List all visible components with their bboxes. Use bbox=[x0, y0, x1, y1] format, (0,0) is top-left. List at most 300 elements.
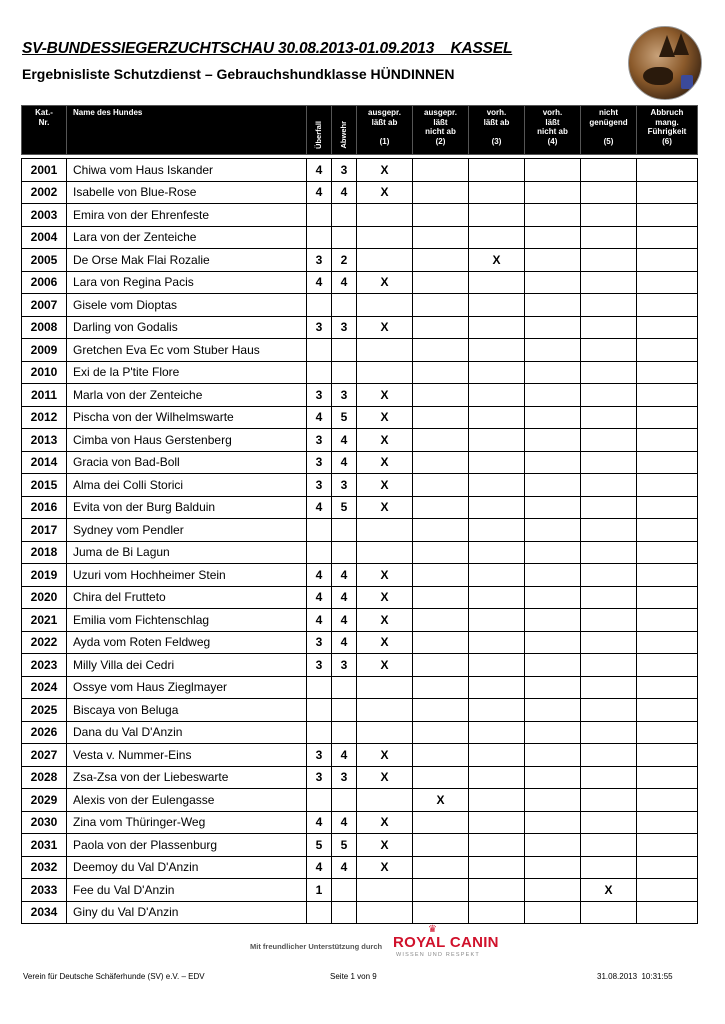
row-number: 2015 bbox=[22, 474, 67, 497]
rating-cell-4 bbox=[525, 541, 581, 564]
dog-name: Vesta v. Nummer-Eins bbox=[67, 744, 307, 767]
row-gap bbox=[698, 631, 705, 654]
dog-name: Chira del Frutteto bbox=[67, 586, 307, 609]
rating-cell-5 bbox=[581, 676, 637, 699]
row-gap bbox=[698, 361, 705, 384]
dog-name: Gretchen Eva Ec vom Stuber Haus bbox=[67, 339, 307, 362]
rating-cell-1 bbox=[357, 249, 413, 272]
row-number: 2007 bbox=[22, 294, 67, 317]
rating-cell-5 bbox=[581, 654, 637, 677]
rating-cell-1 bbox=[357, 339, 413, 362]
rating-cell-6 bbox=[637, 496, 698, 519]
table-row bbox=[22, 541, 705, 564]
dog-name: Gisele vom Dioptas bbox=[67, 294, 307, 317]
rating-cell-6 bbox=[637, 429, 698, 452]
rating-cell-4 bbox=[525, 316, 581, 339]
rating-cell-3 bbox=[469, 316, 525, 339]
row-number: 2006 bbox=[22, 271, 67, 294]
row-gap bbox=[698, 564, 705, 587]
table-row bbox=[22, 249, 705, 272]
rating-cell-4 bbox=[525, 766, 581, 789]
rating-cell-4 bbox=[525, 159, 581, 182]
rating-cell-1: X bbox=[357, 564, 413, 587]
ueberfall-score: 3 bbox=[307, 429, 332, 452]
rating-cell-3 bbox=[469, 609, 525, 632]
rating-cell-6 bbox=[637, 721, 698, 744]
rating-cell-3 bbox=[469, 654, 525, 677]
rating-cell-6 bbox=[637, 271, 698, 294]
rating-cell-2 bbox=[413, 654, 469, 677]
rating-cell-1 bbox=[357, 541, 413, 564]
rating-cell-5 bbox=[581, 294, 637, 317]
rating-cell-6 bbox=[637, 676, 698, 699]
rating-cell-2 bbox=[413, 226, 469, 249]
row-gap bbox=[698, 496, 705, 519]
abwehr-score: 5 bbox=[332, 406, 357, 429]
rating-cell-3 bbox=[469, 631, 525, 654]
rating-cell-3 bbox=[469, 271, 525, 294]
rating-cell-4 bbox=[525, 654, 581, 677]
table-row bbox=[22, 271, 705, 294]
rating-cell-3 bbox=[469, 541, 525, 564]
rating-cell-4 bbox=[525, 384, 581, 407]
rating-cell-6 bbox=[637, 384, 698, 407]
rating-cell-4 bbox=[525, 294, 581, 317]
rating-cell-4 bbox=[525, 361, 581, 384]
rating-cell-6 bbox=[637, 406, 698, 429]
abwehr-score bbox=[332, 676, 357, 699]
rating-cell-2 bbox=[413, 766, 469, 789]
dog-name: Dana du Val D'Anzin bbox=[67, 721, 307, 744]
abwehr-score: 3 bbox=[332, 159, 357, 182]
row-gap bbox=[698, 811, 705, 834]
row-number: 2016 bbox=[22, 496, 67, 519]
row-number: 2013 bbox=[22, 429, 67, 452]
abwehr-score bbox=[332, 339, 357, 362]
rating-cell-1: X bbox=[357, 811, 413, 834]
row-number: 2003 bbox=[22, 204, 67, 227]
ueberfall-score bbox=[307, 699, 332, 722]
rating-cell-5: X bbox=[581, 879, 637, 902]
rating-cell-5 bbox=[581, 429, 637, 452]
dog-name: Sydney vom Pendler bbox=[67, 519, 307, 542]
rating-cell-2 bbox=[413, 316, 469, 339]
row-gap bbox=[698, 721, 705, 744]
ueberfall-score: 3 bbox=[307, 249, 332, 272]
rating-cell-2 bbox=[413, 249, 469, 272]
rating-cell-4 bbox=[525, 744, 581, 767]
row-gap bbox=[698, 609, 705, 632]
rating-cell-6 bbox=[637, 474, 698, 497]
rating-cell-6 bbox=[637, 586, 698, 609]
abwehr-score bbox=[332, 541, 357, 564]
rating-cell-2 bbox=[413, 339, 469, 362]
rating-cell-6 bbox=[637, 226, 698, 249]
rating-cell-3 bbox=[469, 339, 525, 362]
row-gap bbox=[698, 541, 705, 564]
dog-name: Chiwa vom Haus Iskander bbox=[67, 159, 307, 182]
row-number: 2023 bbox=[22, 654, 67, 677]
row-number: 2026 bbox=[22, 721, 67, 744]
ueberfall-score bbox=[307, 901, 332, 924]
row-number: 2009 bbox=[22, 339, 67, 362]
abwehr-score: 4 bbox=[332, 586, 357, 609]
rating-cell-4 bbox=[525, 339, 581, 362]
rating-cell-5 bbox=[581, 271, 637, 294]
row-number: 2020 bbox=[22, 586, 67, 609]
rating-cell-4 bbox=[525, 474, 581, 497]
rating-cell-4 bbox=[525, 586, 581, 609]
col-header-5: nicht genügend (5) bbox=[581, 106, 637, 155]
rating-cell-1: X bbox=[357, 406, 413, 429]
rating-cell-1: X bbox=[357, 744, 413, 767]
rating-cell-2 bbox=[413, 181, 469, 204]
row-number: 2001 bbox=[22, 159, 67, 182]
row-gap bbox=[698, 451, 705, 474]
rating-cell-5 bbox=[581, 361, 637, 384]
row-number: 2024 bbox=[22, 676, 67, 699]
ueberfall-score bbox=[307, 676, 332, 699]
table-header-row bbox=[22, 106, 705, 155]
rating-cell-3 bbox=[469, 204, 525, 227]
rating-cell-4 bbox=[525, 204, 581, 227]
ueberfall-score bbox=[307, 721, 332, 744]
rating-cell-1: X bbox=[357, 181, 413, 204]
table-row bbox=[22, 294, 705, 317]
abwehr-score: 4 bbox=[332, 609, 357, 632]
rating-cell-1 bbox=[357, 879, 413, 902]
ueberfall-score bbox=[307, 204, 332, 227]
abwehr-score: 4 bbox=[332, 564, 357, 587]
ueberfall-score: 4 bbox=[307, 586, 332, 609]
rating-cell-1: X bbox=[357, 474, 413, 497]
dog-name: Lara von der Zenteiche bbox=[67, 226, 307, 249]
row-gap bbox=[698, 249, 705, 272]
row-number: 2031 bbox=[22, 834, 67, 857]
abwehr-score: 5 bbox=[332, 496, 357, 519]
rating-cell-3 bbox=[469, 564, 525, 587]
row-number: 2028 bbox=[22, 766, 67, 789]
rating-cell-6 bbox=[637, 811, 698, 834]
dog-name: Ossye vom Haus Zieglmayer bbox=[67, 676, 307, 699]
sponsor-text: Mit freundlicher Unterstützung durch bbox=[250, 942, 383, 951]
rating-cell-6 bbox=[637, 204, 698, 227]
row-gap bbox=[698, 159, 705, 182]
row-gap bbox=[698, 204, 705, 227]
rating-cell-5 bbox=[581, 384, 637, 407]
row-gap bbox=[698, 676, 705, 699]
table-row bbox=[22, 811, 705, 834]
rating-cell-1: X bbox=[357, 766, 413, 789]
rating-cell-5 bbox=[581, 631, 637, 654]
dog-name: Paola von der Plassenburg bbox=[67, 834, 307, 857]
sponsor-tagline: WISSEN UND RESPEKT bbox=[396, 952, 480, 958]
table-row bbox=[22, 834, 705, 857]
rating-cell-4 bbox=[525, 271, 581, 294]
rating-cell-5 bbox=[581, 856, 637, 879]
ueberfall-score: 4 bbox=[307, 496, 332, 519]
rating-cell-6 bbox=[637, 609, 698, 632]
rating-cell-1: X bbox=[357, 451, 413, 474]
abwehr-score: 4 bbox=[332, 429, 357, 452]
col-header-abwehr: Abwehr bbox=[332, 106, 357, 155]
rating-cell-4 bbox=[525, 879, 581, 902]
ueberfall-score: 4 bbox=[307, 406, 332, 429]
abwehr-score: 3 bbox=[332, 766, 357, 789]
rating-cell-1: X bbox=[357, 496, 413, 519]
rating-cell-5 bbox=[581, 834, 637, 857]
rating-cell-5 bbox=[581, 406, 637, 429]
rating-cell-6 bbox=[637, 744, 698, 767]
rating-cell-6 bbox=[637, 361, 698, 384]
rating-cell-4 bbox=[525, 721, 581, 744]
row-gap bbox=[698, 339, 705, 362]
abwehr-score: 3 bbox=[332, 474, 357, 497]
table-row bbox=[22, 406, 705, 429]
abwehr-score bbox=[332, 294, 357, 317]
rating-cell-2 bbox=[413, 451, 469, 474]
row-gap bbox=[698, 226, 705, 249]
rating-cell-6 bbox=[637, 159, 698, 182]
rating-cell-6 bbox=[637, 541, 698, 564]
ueberfall-score: 4 bbox=[307, 159, 332, 182]
rating-cell-1: X bbox=[357, 586, 413, 609]
rating-cell-4 bbox=[525, 834, 581, 857]
table-row bbox=[22, 384, 705, 407]
rating-cell-4 bbox=[525, 811, 581, 834]
rating-cell-1: X bbox=[357, 316, 413, 339]
abwehr-score: 5 bbox=[332, 834, 357, 857]
rating-cell-1 bbox=[357, 699, 413, 722]
rating-cell-5 bbox=[581, 474, 637, 497]
rating-cell-4 bbox=[525, 609, 581, 632]
rating-cell-5 bbox=[581, 541, 637, 564]
table-row bbox=[22, 631, 705, 654]
rating-cell-3 bbox=[469, 361, 525, 384]
ueberfall-score: 3 bbox=[307, 631, 332, 654]
ueberfall-score: 4 bbox=[307, 564, 332, 587]
rating-cell-3 bbox=[469, 519, 525, 542]
rating-cell-4 bbox=[525, 631, 581, 654]
abwehr-score bbox=[332, 361, 357, 384]
table-row bbox=[22, 766, 705, 789]
rating-cell-4 bbox=[525, 699, 581, 722]
abwehr-score: 4 bbox=[332, 811, 357, 834]
rating-cell-3 bbox=[469, 676, 525, 699]
rating-cell-5 bbox=[581, 564, 637, 587]
dog-name: Biscaya von Beluga bbox=[67, 699, 307, 722]
dog-name: Pischa von der Wilhelmswarte bbox=[67, 406, 307, 429]
row-number: 2005 bbox=[22, 249, 67, 272]
rating-cell-2 bbox=[413, 901, 469, 924]
rating-cell-2 bbox=[413, 856, 469, 879]
rating-cell-1: X bbox=[357, 856, 413, 879]
rating-cell-2 bbox=[413, 879, 469, 902]
rating-cell-2 bbox=[413, 676, 469, 699]
table-row bbox=[22, 339, 705, 362]
rating-cell-4 bbox=[525, 406, 581, 429]
rating-cell-4 bbox=[525, 249, 581, 272]
row-number: 2008 bbox=[22, 316, 67, 339]
dog-name: Cimba von Haus Gerstenberg bbox=[67, 429, 307, 452]
rating-cell-3 bbox=[469, 811, 525, 834]
rating-cell-4 bbox=[525, 856, 581, 879]
table-row bbox=[22, 316, 705, 339]
row-number: 2021 bbox=[22, 609, 67, 632]
rating-cell-1: X bbox=[357, 654, 413, 677]
row-gap bbox=[698, 429, 705, 452]
rating-cell-1 bbox=[357, 901, 413, 924]
rating-cell-3 bbox=[469, 856, 525, 879]
rating-cell-2 bbox=[413, 834, 469, 857]
rating-cell-2 bbox=[413, 204, 469, 227]
ueberfall-score bbox=[307, 789, 332, 812]
rating-cell-5 bbox=[581, 496, 637, 519]
rating-cell-4 bbox=[525, 496, 581, 519]
row-gap bbox=[698, 294, 705, 317]
col-header-name: Name des Hundes bbox=[67, 106, 307, 155]
rating-cell-3 bbox=[469, 429, 525, 452]
rating-cell-3 bbox=[469, 744, 525, 767]
rating-cell-1 bbox=[357, 519, 413, 542]
rating-cell-5 bbox=[581, 249, 637, 272]
abwehr-score: 2 bbox=[332, 249, 357, 272]
rating-cell-4 bbox=[525, 901, 581, 924]
rating-cell-2 bbox=[413, 586, 469, 609]
rating-cell-5 bbox=[581, 226, 637, 249]
table-row bbox=[22, 429, 705, 452]
rating-cell-3 bbox=[469, 586, 525, 609]
dog-name: Isabelle von Blue-Rose bbox=[67, 181, 307, 204]
rating-cell-5 bbox=[581, 609, 637, 632]
abwehr-score: 3 bbox=[332, 316, 357, 339]
dog-name: De Orse Mak Flai Rozalie bbox=[67, 249, 307, 272]
rating-cell-4 bbox=[525, 181, 581, 204]
rating-cell-6 bbox=[637, 834, 698, 857]
abwehr-score: 3 bbox=[332, 654, 357, 677]
rating-cell-3 bbox=[469, 834, 525, 857]
rating-cell-5 bbox=[581, 901, 637, 924]
abwehr-score bbox=[332, 519, 357, 542]
rating-cell-2 bbox=[413, 744, 469, 767]
table-row bbox=[22, 474, 705, 497]
row-gap bbox=[698, 789, 705, 812]
col-header-gap bbox=[698, 106, 705, 155]
row-number: 2029 bbox=[22, 789, 67, 812]
table-row bbox=[22, 496, 705, 519]
rating-cell-5 bbox=[581, 744, 637, 767]
row-gap bbox=[698, 744, 705, 767]
footer-left: Verein für Deutsche Schäferhunde (SV) e.V. – EDV bbox=[23, 972, 205, 981]
row-number: 2004 bbox=[22, 226, 67, 249]
rating-cell-1 bbox=[357, 721, 413, 744]
dog-name: Zina vom Thüringer-Weg bbox=[67, 811, 307, 834]
table-row bbox=[22, 789, 705, 812]
rating-cell-2 bbox=[413, 721, 469, 744]
shepherd-dog-logo-icon bbox=[628, 26, 702, 100]
row-number: 2019 bbox=[22, 564, 67, 587]
rating-cell-2 bbox=[413, 294, 469, 317]
rating-cell-6 bbox=[637, 654, 698, 677]
row-gap bbox=[698, 406, 705, 429]
rating-cell-3 bbox=[469, 879, 525, 902]
rating-cell-1: X bbox=[357, 609, 413, 632]
rating-cell-1 bbox=[357, 226, 413, 249]
footer-timestamp: 31.08.2013 10:31:55 bbox=[597, 972, 673, 981]
row-number: 2010 bbox=[22, 361, 67, 384]
ueberfall-score bbox=[307, 541, 332, 564]
rating-cell-5 bbox=[581, 181, 637, 204]
abwehr-score: 4 bbox=[332, 181, 357, 204]
table-row bbox=[22, 699, 705, 722]
ueberfall-score: 3 bbox=[307, 451, 332, 474]
rating-cell-6 bbox=[637, 519, 698, 542]
rating-cell-6 bbox=[637, 901, 698, 924]
rating-cell-4 bbox=[525, 429, 581, 452]
table-row bbox=[22, 856, 705, 879]
row-gap bbox=[698, 856, 705, 879]
table-row bbox=[22, 451, 705, 474]
rating-cell-2 bbox=[413, 429, 469, 452]
rating-cell-5 bbox=[581, 586, 637, 609]
rating-cell-6 bbox=[637, 339, 698, 362]
table-row bbox=[22, 721, 705, 744]
dog-name: Darling von Godalis bbox=[67, 316, 307, 339]
abwehr-score bbox=[332, 901, 357, 924]
dog-name: Emilia vom Fichtenschlag bbox=[67, 609, 307, 632]
table-row bbox=[22, 586, 705, 609]
rating-cell-4 bbox=[525, 789, 581, 812]
col-header-6: Abbruch mang. Führigkeit (6) bbox=[637, 106, 698, 155]
ueberfall-score: 3 bbox=[307, 384, 332, 407]
dog-name: Uzuri vom Hochheimer Stein bbox=[67, 564, 307, 587]
dog-name: Lara von Regina Pacis bbox=[67, 271, 307, 294]
rating-cell-1 bbox=[357, 294, 413, 317]
row-gap bbox=[698, 879, 705, 902]
rating-cell-3 bbox=[469, 181, 525, 204]
rating-cell-2 bbox=[413, 631, 469, 654]
col-header-1: ausgepr. läßt ab (1) bbox=[357, 106, 413, 155]
table-row bbox=[22, 609, 705, 632]
table-row bbox=[22, 361, 705, 384]
ueberfall-score bbox=[307, 361, 332, 384]
rating-cell-3 bbox=[469, 699, 525, 722]
row-gap bbox=[698, 271, 705, 294]
abwehr-score: 4 bbox=[332, 271, 357, 294]
rating-cell-6 bbox=[637, 631, 698, 654]
rating-cell-3 bbox=[469, 474, 525, 497]
royal-canin-crown-icon: ♛ bbox=[428, 924, 437, 935]
table-row bbox=[22, 181, 705, 204]
dog-name: Alma dei Colli Storici bbox=[67, 474, 307, 497]
rating-cell-2 bbox=[413, 361, 469, 384]
rating-cell-5 bbox=[581, 451, 637, 474]
row-gap bbox=[698, 699, 705, 722]
rating-cell-1: X bbox=[357, 159, 413, 182]
table-row bbox=[22, 159, 705, 182]
dog-name: Fee du Val D'Anzin bbox=[67, 879, 307, 902]
ueberfall-score: 4 bbox=[307, 811, 332, 834]
rating-cell-6 bbox=[637, 699, 698, 722]
rating-cell-6 bbox=[637, 766, 698, 789]
rating-cell-2 bbox=[413, 609, 469, 632]
ueberfall-score: 3 bbox=[307, 766, 332, 789]
rating-cell-5 bbox=[581, 789, 637, 812]
rating-cell-1: X bbox=[357, 384, 413, 407]
abwehr-score bbox=[332, 789, 357, 812]
rating-cell-4 bbox=[525, 519, 581, 542]
row-number: 2002 bbox=[22, 181, 67, 204]
